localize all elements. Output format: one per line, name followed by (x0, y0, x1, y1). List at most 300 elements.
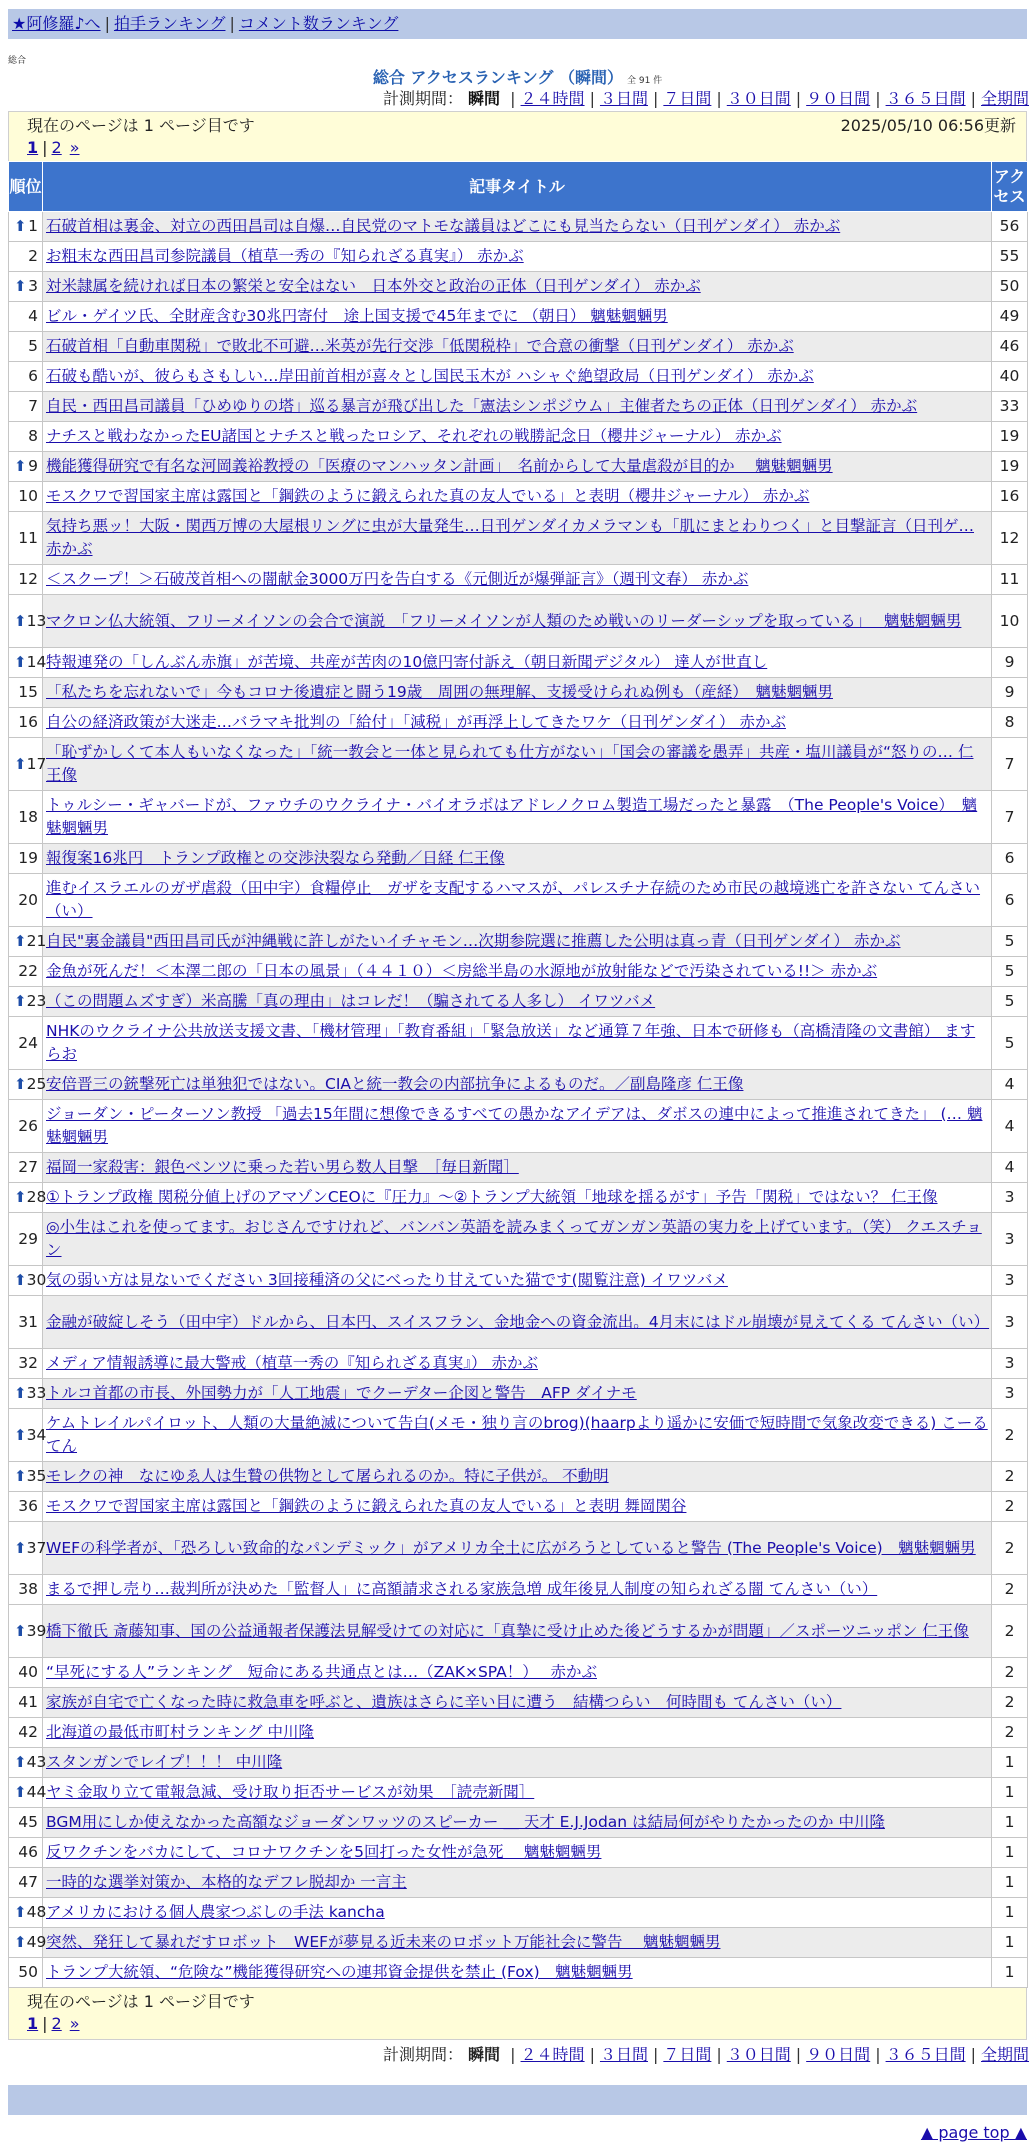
table-row (9, 1838, 1028, 1868)
next-page-link[interactable]: » (69, 2014, 80, 2033)
rank-cell (9, 1409, 47, 1462)
period-link[interactable]: ９０日間 (806, 2045, 871, 2064)
access-count: 2 (992, 1409, 1028, 1462)
article-title-link[interactable]: ヤミ金取り立て電報急減、受け取り拒否サービスが効果 ［読売新聞］ (46, 1783, 535, 1801)
pagination-footer (8, 1988, 1027, 2040)
access-count: 2 (992, 1492, 1028, 1522)
access-count: 56 (992, 212, 1028, 242)
rank-up-arrow-icon: ⬆ (14, 1783, 27, 1801)
access-count: 2 (992, 1688, 1028, 1718)
nav-separator: | (229, 14, 235, 33)
rank-cell (9, 738, 47, 791)
rank-number: 11 (18, 528, 38, 547)
table-row (9, 1748, 1028, 1778)
rank-cell (9, 648, 47, 678)
title-cell (43, 1522, 992, 1575)
category-label: 総合 (8, 56, 27, 66)
table-row (9, 1462, 1028, 1492)
rank-cell (9, 362, 43, 392)
table-row (9, 1100, 1028, 1153)
table-row (9, 1928, 1028, 1958)
rank-cell (9, 1296, 43, 1349)
rank-number: 15 (18, 683, 38, 701)
access-count: 40 (992, 362, 1028, 392)
current-page-text: 現在のページは 1 ページ目です (27, 116, 255, 135)
page-link-2[interactable]: 2 (51, 138, 62, 157)
article-title-link[interactable]: トゥルシー・ギャバードが、ファウチのウクライナ・バイオラボはアドレノクロム製造工場だったと暴露 （The People's Voice） 魑魅魍魎男 (46, 796, 978, 837)
title-cell (43, 482, 992, 512)
table-row (9, 648, 1028, 678)
table-row (9, 392, 1028, 422)
table-row (9, 595, 1028, 648)
article-title-link[interactable]: 石破首相は裏金、対立の西田昌司は自爆…自民党のマトモな議員はどこにも見当たらない（日刊ゲンダイ） 赤かぶ (46, 217, 841, 235)
article-title-link[interactable]: ビル・ゲイツ氏、全財産含む30兆円寄付 途上国支援で45年までに （朝日） 魑魅魍魎男 (46, 307, 668, 325)
period-link[interactable]: ７日間 (663, 2045, 712, 2064)
access-count: 3 (992, 1183, 1028, 1213)
access-count: 7 (992, 738, 1028, 791)
rank-cell (9, 1718, 43, 1748)
rank-cell (9, 1070, 47, 1100)
title-cell (43, 738, 992, 791)
table-row (9, 927, 1028, 957)
access-count: 19 (992, 422, 1028, 452)
title-cell (43, 708, 992, 738)
access-count: 1 (992, 1868, 1028, 1898)
rank-number: 41 (18, 1693, 38, 1711)
rank-number: 33 (26, 1384, 47, 1402)
rank-cell (9, 791, 43, 844)
rank-number: 14 (26, 653, 47, 671)
access-count: 3 (992, 1379, 1028, 1409)
rank-up-arrow-icon: ⬆ (14, 1188, 27, 1206)
title-cell (43, 1183, 992, 1213)
article-title-link[interactable]: 家族が自宅で亡くなった時に救急車を呼ぶと、遺族はさらに辛い目に遭う 結構つらい 何時間も てんさい（い） (46, 1693, 842, 1711)
table-row (9, 987, 1028, 1017)
rank-cell (9, 332, 43, 362)
rank-number: 13 (26, 611, 47, 630)
article-title-link[interactable]: モスクワで習国家主席は露国と「鋼鉄のように鍛えられた真の友人でいる」と表明 舞岡関谷 (46, 1497, 687, 1515)
title-cell (43, 1958, 992, 1988)
rank-cell (9, 1183, 47, 1213)
rank-up-arrow-icon: ⬆ (14, 1075, 27, 1093)
article-title-link[interactable]: モスクワで習国家主席は露国と「鋼鉄のように鍛えられた真の友人でいる」と表明（櫻井ジャーナル） 赤かぶ (46, 487, 810, 505)
article-title-link[interactable]: 対米隷属を続ければ日本の繁栄と安全はない 日本外交と政治の正体（日刊ゲンダイ） 赤かぶ (46, 277, 701, 295)
article-title-link[interactable]: ケムトレイルパイロット、人類の大量絶滅について告白(メモ・独り言のbrog)(haarpより遥かに安価で短時間で気象改変できる) こーるてん (46, 1414, 988, 1455)
table-row (9, 1296, 1028, 1349)
title-cell (43, 987, 992, 1017)
rank-number: 2 (28, 247, 38, 265)
rank-number: 21 (26, 932, 47, 950)
period-separator: | (652, 89, 659, 108)
article-title-link[interactable]: 気持ち悪ッ！大阪・関西万博の大屋根リングに虫が大量発生…日刊ゲンダイカメラマンも「肌にまとわりつく」と目撃証言（日刊ゲ… 赤かぶ (46, 517, 974, 558)
period-label: 計測期間： (382, 89, 463, 108)
period-link[interactable]: ３日間 (599, 89, 648, 108)
table-row (9, 1349, 1028, 1379)
article-title-link[interactable]: 福岡一家殺害：銀色ベンツに乗った若い男ら数人目撃 ［毎日新聞］ (46, 1158, 519, 1176)
table-row (9, 791, 1028, 844)
access-count: 1 (992, 1928, 1028, 1958)
article-title-link[interactable]: 金魚が死んだ！＜本澤二郎の「日本の風景」（４４１０）＜房総半島の水源地が放射能などで汚染されている!!＞ 赤かぶ (46, 962, 878, 980)
rank-up-arrow-icon: ⬆ (14, 1271, 27, 1289)
title-cell (43, 1462, 992, 1492)
table-row (9, 1379, 1028, 1409)
rank-number: 48 (26, 1903, 47, 1921)
title-cell (43, 302, 992, 332)
page-top-link[interactable]: ▲ page top ▲ (920, 2123, 1027, 2142)
table-row (9, 738, 1028, 791)
table-row (9, 1808, 1028, 1838)
table-row (9, 874, 1028, 927)
rank-number: 37 (26, 1538, 47, 1557)
page-link-1[interactable]: 1 (27, 2014, 39, 2033)
clap-ranking-link[interactable]: 拍手ランキング (113, 14, 226, 33)
title-cell (43, 595, 992, 648)
access-count: 1 (992, 1958, 1028, 1988)
table-row (9, 1898, 1028, 1928)
title-cell (43, 927, 992, 957)
article-title-link[interactable]: ＜スクープ！＞石破茂首相への闇献金3000万円を告白する《元側近が爆弾証言》（週刊文春） 赤かぶ (46, 570, 749, 588)
rank-number: 20 (18, 890, 38, 909)
rank-number: 6 (28, 367, 38, 385)
article-title-link[interactable]: 北海道の最低市町村ランキング 中川隆 (46, 1723, 314, 1741)
period-separator: | (589, 2045, 595, 2064)
rank-up-arrow-icon: ⬆ (14, 217, 27, 235)
access-count: 3 (992, 1266, 1028, 1296)
rank-number: 8 (28, 427, 38, 445)
rank-up-arrow-icon: ⬆ (14, 457, 27, 475)
period-link[interactable]: ３６５日間 (885, 2045, 966, 2064)
rank-number: 39 (26, 1621, 47, 1640)
table-row (9, 212, 1028, 242)
rank-cell (9, 678, 43, 708)
table-row (9, 1213, 1028, 1266)
article-title-link[interactable]: ◎小生はこれを使ってます。おじさんですけれど、バンバン英語を読みまくってガンガン英語の実力を上げています。（笑） クエスチョン (46, 1218, 982, 1259)
access-count: 4 (992, 1070, 1028, 1100)
bottom-nav-bar (8, 2085, 1027, 2115)
period-link[interactable]: ３日間 (599, 2045, 648, 2064)
article-title-link[interactable]: 「私たちを忘れないで」今もコロナ後遺症と闘う19歳 周囲の無理解、支援受けられぬ例も（産経） 魑魅魍魎男 (46, 683, 833, 701)
top-nav-bar (8, 9, 1027, 39)
article-title-link[interactable]: NHKのウクライナ公共放送支援文書、「機材管理」「教育番組」「緊急放送」など通算７年強、日本で研修も（高橋清隆の文書館） ますらお (46, 1022, 976, 1063)
rank-number: 7 (28, 397, 38, 415)
table-row (9, 1266, 1028, 1296)
article-title-link[interactable]: 突然、発狂して暴れだすロボット WEFが夢見る近未来のロボット万能社会に警告 魑魅魍魎男 (46, 1933, 721, 1951)
access-count: 5 (992, 957, 1028, 987)
access-count: 3 (992, 1213, 1028, 1266)
page-link-1[interactable]: 1 (27, 138, 39, 157)
rank-number: 46 (18, 1843, 38, 1861)
access-count: 12 (992, 512, 1028, 565)
nav-separator: | (104, 14, 110, 33)
rank-cell (9, 565, 43, 595)
rank-number: 19 (18, 849, 38, 867)
article-title-link[interactable]: 自民・西田昌司議員「ひめゆりの塔」巡る暴言が飛び出した「憲法シンポジウム」主催者たちの正体（日刊ゲンダイ） 赤かぶ (46, 397, 918, 415)
table-row (9, 452, 1028, 482)
rank-cell (9, 392, 43, 422)
title-cell (43, 1838, 992, 1868)
article-title-link[interactable]: マクロン仏大統領、フリーメイソンの会合で演説 「フリーメイソンが人類のため戦いのリーダーシップを取っている」 魑魅魍魎男 (46, 611, 962, 630)
article-title-link[interactable]: 反ワクチンをバカにして、コロナワクチンを5回打った女性が急死 魑魅魍魎男 (46, 1843, 602, 1861)
table-row (9, 362, 1028, 392)
article-title-link[interactable]: 自公の経済政策が大迷走…バラマキ批判の「給付」「減税」が再浮上してきたワケ（日刊ゲンダイ） 赤かぶ (46, 713, 786, 731)
article-title-link[interactable]: 石破首相「自動車関税」で敗北不可避…米英が先行交渉「低関税枠」で合意の衝撃（日刊ゲンダイ） 赤かぶ (46, 337, 794, 355)
rank-cell (9, 1838, 43, 1868)
rank-cell (9, 1379, 47, 1409)
table-row (9, 1070, 1028, 1100)
table-row (9, 1409, 1028, 1462)
rank-cell (9, 987, 47, 1017)
rank-cell (9, 1575, 43, 1605)
article-title-link[interactable]: 特報連発の「しんぶん赤旗」が苦境、共産が苦肉の10億円寄付訴え（朝日新聞デジタル） 達人が世直し (46, 653, 768, 671)
access-count: 5 (992, 927, 1028, 957)
next-page-link[interactable]: » (69, 138, 80, 157)
article-title-link[interactable]: 金融が破綻しそう（田中宇）ドルから、日本円、スイスフラン、金地金への資金流出。4月末にはドル崩壊が見えてくる てんさい（い） (46, 1312, 990, 1331)
title-cell (43, 648, 992, 678)
title-cell (43, 1017, 992, 1070)
rank-number: 4 (28, 307, 38, 325)
access-count: 19 (992, 452, 1028, 482)
rank-cell (9, 482, 43, 512)
table-row (9, 272, 1028, 302)
rank-up-arrow-icon: ⬆ (14, 1621, 27, 1640)
article-title-link[interactable]: 「恥ずかしくて本人もいなくなった」「統一教会と一体と見られても仕方がない」「国会の審議を愚弄」共産・塩川議員が“怒りの… 仁王像 (46, 743, 974, 784)
table-row (9, 1778, 1028, 1808)
rank-cell (9, 512, 43, 565)
access-count: 1 (992, 1898, 1028, 1928)
period-link[interactable]: ３６５日間 (885, 89, 966, 108)
rank-number: 31 (18, 1312, 38, 1331)
title-cell (43, 678, 992, 708)
rank-number: 49 (26, 1933, 47, 1951)
rank-up-arrow-icon: ⬆ (14, 932, 27, 950)
period-separator: | (795, 2045, 802, 2064)
access-count: 11 (992, 565, 1028, 595)
period-link[interactable]: ２４時間 (520, 2045, 585, 2064)
title-cell (43, 452, 992, 482)
rank-cell (9, 1522, 47, 1575)
access-count: 5 (992, 1017, 1028, 1070)
rank-number: 28 (26, 1188, 47, 1206)
period-separator: | (875, 2045, 881, 2064)
article-title-link[interactable]: ジョーダン・ピーターソン教授 「過去15年間に想像できるすべての愚かなアイデアは、ダボスの連中によって推進されてきた」 (… 魑魅魍魎男 (46, 1105, 983, 1146)
article-title-link[interactable]: 橋下徹氏 斎藤知事、国の公益通報者保護法見解受けての対応に「真摯に受け止めた後どうするかが問題」／スポーツニッポン 仁王像 (46, 1621, 969, 1640)
period-current: 瞬間 (468, 2045, 501, 2064)
rank-cell (9, 212, 43, 242)
title-cell (43, 1296, 992, 1349)
table-row (9, 1688, 1028, 1718)
title-cell (43, 844, 992, 874)
access-count: 4 (992, 1153, 1028, 1183)
table-row (9, 1868, 1028, 1898)
comment-ranking-link[interactable]: コメント数ランキング (238, 14, 399, 33)
rank-cell (9, 1153, 43, 1183)
period-link[interactable]: 全期間 (980, 89, 1029, 108)
article-title-link[interactable]: お粗末な西田昌司参院議員（植草一秀の『知られざる真実』） 赤かぶ (46, 247, 524, 265)
rank-up-arrow-icon: ⬆ (14, 1384, 27, 1402)
rank-number: 29 (18, 1229, 38, 1248)
updated-timestamp: 2025/05/10 06:56更新 (840, 116, 1016, 135)
rank-cell (9, 1100, 43, 1153)
rank-cell (9, 874, 43, 927)
table-row (9, 482, 1028, 512)
title-cell (43, 422, 992, 452)
rank-number: 17 (26, 754, 47, 773)
title-cell (43, 1379, 992, 1409)
rank-cell (9, 1462, 47, 1492)
rank-number: 42 (18, 1723, 38, 1741)
rank-up-arrow-icon: ⬆ (14, 653, 27, 671)
rank-up-arrow-icon: ⬆ (14, 992, 27, 1010)
rank-up-arrow-icon: ⬆ (14, 277, 27, 295)
rank-number: 22 (18, 962, 38, 980)
home-link[interactable]: ★阿修羅♪へ (12, 14, 101, 33)
table-row (9, 1658, 1028, 1688)
title-cell (43, 1928, 992, 1958)
page-link-2[interactable]: 2 (51, 2014, 62, 2033)
article-title-link[interactable]: 気の弱い方は見ないでください 3回接種済の父にべったり甘えていた猫です(閲覧注意) イワツバメ (46, 1271, 728, 1289)
title-cell (43, 565, 992, 595)
article-title-link[interactable]: BGM用にしか使えなかった高額なジョーダンワッツのスピーカー ＿ 天才 E.J.Jodan は結局何がやりたかったのか 中川隆 (46, 1813, 885, 1831)
rank-cell (9, 422, 43, 452)
article-title-link[interactable]: スタンガンでレイプ！！！ 中川隆 (46, 1753, 283, 1771)
article-title-link[interactable]: 報復案16兆円 トランプ政権との交渉決裂なら発動／日経 仁王像 (46, 849, 505, 867)
ranking-table (8, 161, 1028, 1988)
title-cell (43, 874, 992, 927)
period-link[interactable]: ９０日間 (806, 89, 871, 108)
period-link[interactable]: ３０日間 (726, 2045, 791, 2064)
title-cell (43, 212, 992, 242)
period-link[interactable]: ７日間 (663, 89, 712, 108)
article-title-link[interactable]: ①トランプ政権 関税分値上げのアマゾンCEOに『圧力』〜②トランプ大統領「地球を揺るがす」予告「関税」ではない？ 仁王像 (46, 1188, 938, 1206)
article-title-link[interactable]: 安倍晋三の銃撃死亡は単独犯ではない。CIAと統一教会の内部抗争によるものだ。／副島隆彦 仁王像 (46, 1075, 744, 1093)
article-title-link[interactable]: 自民"裏金議員"西田昌司氏が沖縄戦に許しがたいイチャモン…次期参院選に推薦した公明は真っ青（日刊ゲンダイ） 赤かぶ (46, 932, 901, 950)
access-count: 7 (992, 791, 1028, 844)
rank-cell (9, 1213, 43, 1266)
access-count: 9 (992, 648, 1028, 678)
pagination-header (8, 111, 1027, 161)
period-current: 瞬間 (468, 89, 501, 108)
article-title-link[interactable]: 一時的な選挙対策か、本格的なデフレ脱却か 一言主 (46, 1873, 407, 1891)
ranking-title: 総合 アクセスランキング （瞬間） (372, 68, 623, 87)
rank-cell (9, 1808, 43, 1838)
table-row (9, 302, 1028, 332)
access-count: 49 (992, 302, 1028, 332)
access-count: 1 (992, 1838, 1028, 1868)
page-title (0, 65, 1035, 87)
article-title-link[interactable]: トランプ大統領、“危険な”機能獲得研究への連邦資金提供を禁止 (Fox) 魑魅魍魎男 (46, 1963, 633, 1981)
rank-cell (9, 1688, 43, 1718)
rank-cell (9, 844, 43, 874)
rank-number: 23 (26, 992, 47, 1010)
table-row (9, 1958, 1028, 1988)
table-row (9, 1183, 1028, 1213)
article-title-link[interactable]: トルコ首都の市長、外国勢力が「人工地震」でクーデター企図と警告 AFP ダイナモ (46, 1384, 637, 1402)
table-row (9, 1718, 1028, 1748)
period-link[interactable]: ３０日間 (726, 89, 791, 108)
rank-cell (9, 242, 43, 272)
table-row (9, 957, 1028, 987)
access-count: 3 (992, 1296, 1028, 1349)
article-title-link[interactable]: まるで押し売り…裁判所が決めた「監督人」に高額請求される家族急増 成年後見人制度の知られざる闇 てんさい（い） (46, 1580, 878, 1598)
period-label: 計測期間： (382, 2045, 463, 2064)
table-row (9, 1017, 1028, 1070)
access-count: 8 (992, 708, 1028, 738)
access-count: 33 (992, 392, 1028, 422)
rank-cell (9, 1928, 47, 1958)
rank-cell (9, 1492, 43, 1522)
rank-up-arrow-icon: ⬆ (14, 611, 27, 630)
access-count: 16 (992, 482, 1028, 512)
access-count: 2 (992, 1575, 1028, 1605)
access-count: 6 (992, 874, 1028, 927)
rank-number: 38 (18, 1580, 38, 1598)
article-title-link[interactable]: 進むイスラエルのガザ虐殺（田中宇）食糧停止 ガザを支配するハマスが、パレスチナ存続のため市民の越境逃亡を許さない てんさい（い） (46, 879, 981, 920)
title-cell (43, 1409, 992, 1462)
rank-cell (9, 1748, 47, 1778)
rank-cell (9, 1266, 47, 1296)
article-title-link[interactable]: モレクの神 なにゆゑ人は生贄の供物として屠られるのか。特に子供が。 不動明 (46, 1467, 609, 1485)
article-title-link[interactable]: “早死にする人”ランキング 短命にある共通点とは…（ZAK×SPA！） 赤かぶ (46, 1663, 597, 1681)
title-cell (43, 272, 992, 302)
access-count: 5 (992, 987, 1028, 1017)
period-separator: | (510, 2045, 516, 2064)
article-title-link[interactable]: WEFの科学者が、「恐ろしい致命的なパンデミック」がアメリカ全土に広がろうとしていると警告 (The People's Voice) 魑魅魍魎男 (46, 1538, 976, 1557)
page-links-footer: 1 | 2 » (27, 2014, 80, 2033)
period-link[interactable]: ２４時間 (520, 89, 585, 108)
article-title-link[interactable]: 機能獲得研究で有名な河岡義裕教授の「医療のマンハッタン計画」 名前からして大量虐殺が目的か 魑魅魍魎男 (46, 457, 833, 475)
article-title-link[interactable]: （この問題ムズすぎ）米高騰「真の理由」はコレだ！（騙されてる人多し） イワツバメ (46, 992, 656, 1010)
article-title-link[interactable]: 石破も酷いが、彼らもさもしい…岸田前首相が喜々とし国民玉木が ハシャぐ絶望政局（日刊ゲンダイ） 赤かぶ (46, 367, 814, 385)
rank-number: 43 (26, 1753, 47, 1771)
period-selector-footer (0, 2042, 1029, 2068)
period-separator: | (875, 89, 881, 108)
title-cell (43, 512, 992, 565)
rank-number: 44 (26, 1783, 47, 1801)
period-separator: | (716, 2045, 722, 2064)
period-separator: | (510, 89, 516, 108)
rank-cell (9, 452, 43, 482)
title-cell (43, 1605, 992, 1658)
rank-number: 12 (18, 570, 38, 588)
access-count: 1 (992, 1778, 1028, 1808)
title-cell (43, 1808, 992, 1838)
table-row (9, 708, 1028, 738)
title-cell (43, 242, 992, 272)
table-row (9, 1605, 1028, 1658)
table-row (9, 678, 1028, 708)
table-row (9, 1522, 1028, 1575)
title-cell (43, 957, 992, 987)
current-page-text-footer: 現在のページは 1 ページ目です (27, 1992, 255, 2011)
article-title-link[interactable]: メディア情報誘導に最大警戒（植草一秀の『知られざる真実』） 赤かぶ (46, 1354, 538, 1372)
rank-number: 18 (18, 807, 38, 826)
rank-up-arrow-icon: ⬆ (14, 1538, 27, 1557)
title-cell (43, 1349, 992, 1379)
table-row (9, 242, 1028, 272)
period-separator: | (652, 2045, 659, 2064)
rank-number: 47 (18, 1873, 38, 1891)
article-title-link[interactable]: ナチスと戦わなかったEU諸国とナチスと戦ったロシア、それぞれの戦勝記念日（櫻井ジャーナル） 赤かぶ (46, 427, 782, 445)
page-links: 1 | 2 » (27, 138, 80, 157)
period-link[interactable]: 全期間 (980, 2045, 1029, 2064)
title-cell (43, 1898, 992, 1928)
table-row (9, 1575, 1028, 1605)
rank-up-arrow-icon: ⬆ (14, 1903, 27, 1921)
title-column-header: 記事タイトル (43, 162, 992, 212)
rank-number: 1 (28, 217, 38, 235)
rank-number: 9 (28, 457, 38, 475)
article-title-link[interactable]: アメリカにおける個人農家つぶしの手法 kancha (46, 1903, 385, 1921)
